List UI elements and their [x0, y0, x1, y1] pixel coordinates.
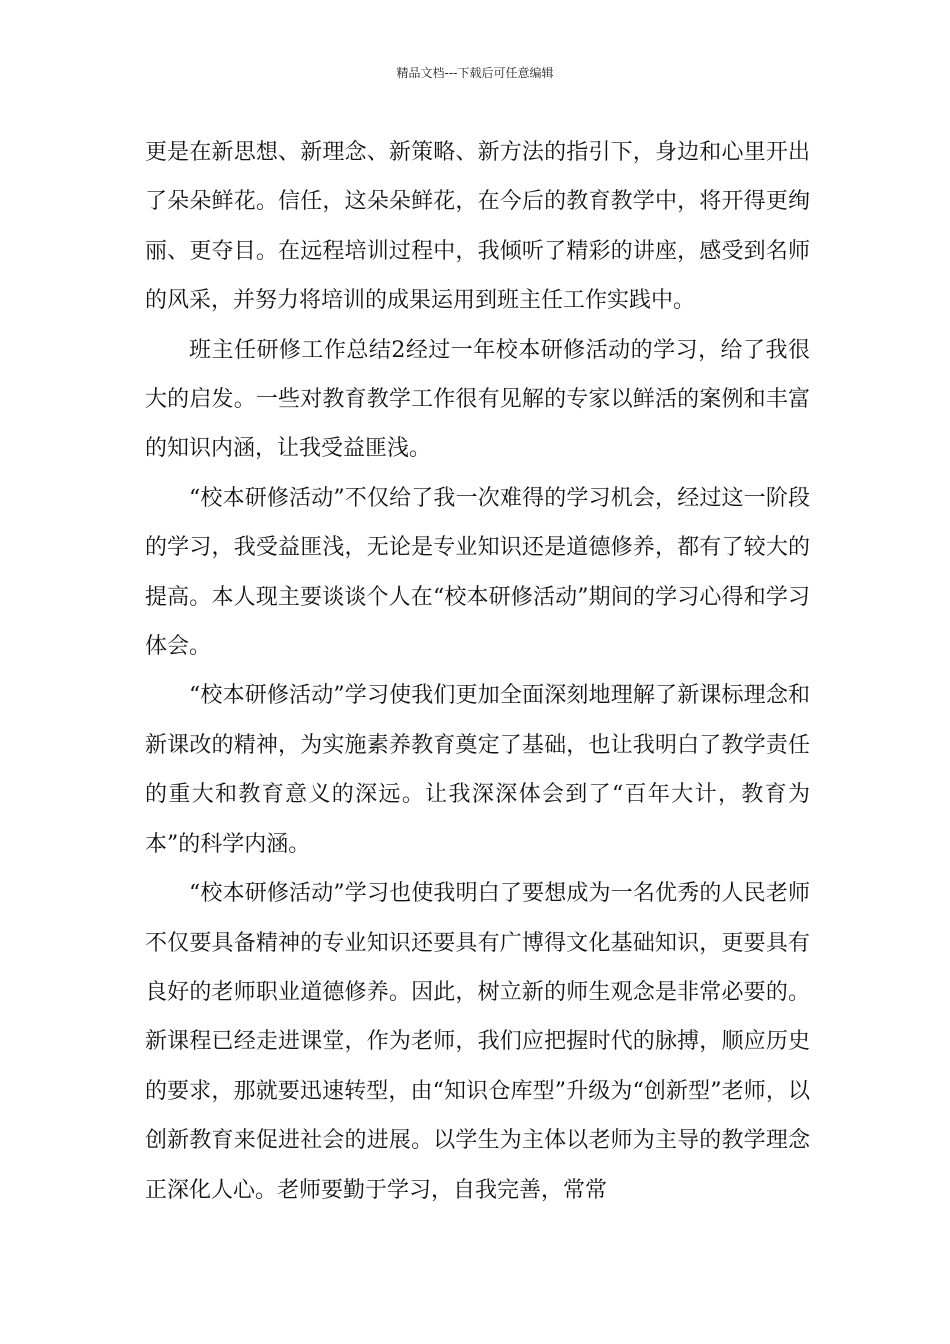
- page-header: 精品文档---下载后可任意编辑: [396, 66, 554, 80]
- paragraph-2: 班主任研修工作总结2经过一年校本研修活动的学习，给了我很大的启发。一些对教育教学工作很有见解的专家以鲜活的案例和丰富的知识内涵，让我受益匪浅。: [145, 337, 810, 462]
- document-body: [145, 128, 810, 1215]
- paragraph-1: 更是在新思想、新理念、新策略、新方法的指引下，身边和心里开出了朵朵鲜花。信任，这朵朵鲜花，在今后的教育教学中，将开得更绚丽、更夺目。在远程培训过程中，我倾听了精彩的讲座，感受到名师的风采，并努力将培训的成果运用到班主任工作实践中。: [145, 140, 810, 314]
- paragraph-4: “校本研修活动”学习使我们更加全面深刻地理解了新课标理念和新课改的精神，为实施素养教育奠定了基础，也让我明白了教学责任的重大和教育意义的深远。让我深深体会到了“百年大计，教育为本”的科学内涵。: [145, 683, 810, 857]
- paragraph-3: “校本研修活动”不仅给了我一次难得的学习机会，经过这一阶段的学习，我受益匪浅，无论是专业知识还是道德修养，都有了较大的提高。本人现主要谈谈个人在“校本研修活动”期间的学习心得和学习体会。: [145, 485, 810, 660]
- paragraph-5: “校本研修活动”学习也使我明白了要想成为一名优秀的人民老师不仅要具备精神的专业知识还要具有广博得文化基础知识，更要具有良好的老师职业道德修养。因此，树立新的师生观念是非常必要的。新课程已经走进课堂，作为老师，我们应把握时代的脉搏，顺应历史的要求，那就要迅速转型，由“知识仓库型”升级为“创新型”老师，以创新教育来促进社会的进展。以学生为主体以老师为主导的教学理念正深化人心。老师要勤于学习，自我完善，常常: [145, 881, 810, 1203]
